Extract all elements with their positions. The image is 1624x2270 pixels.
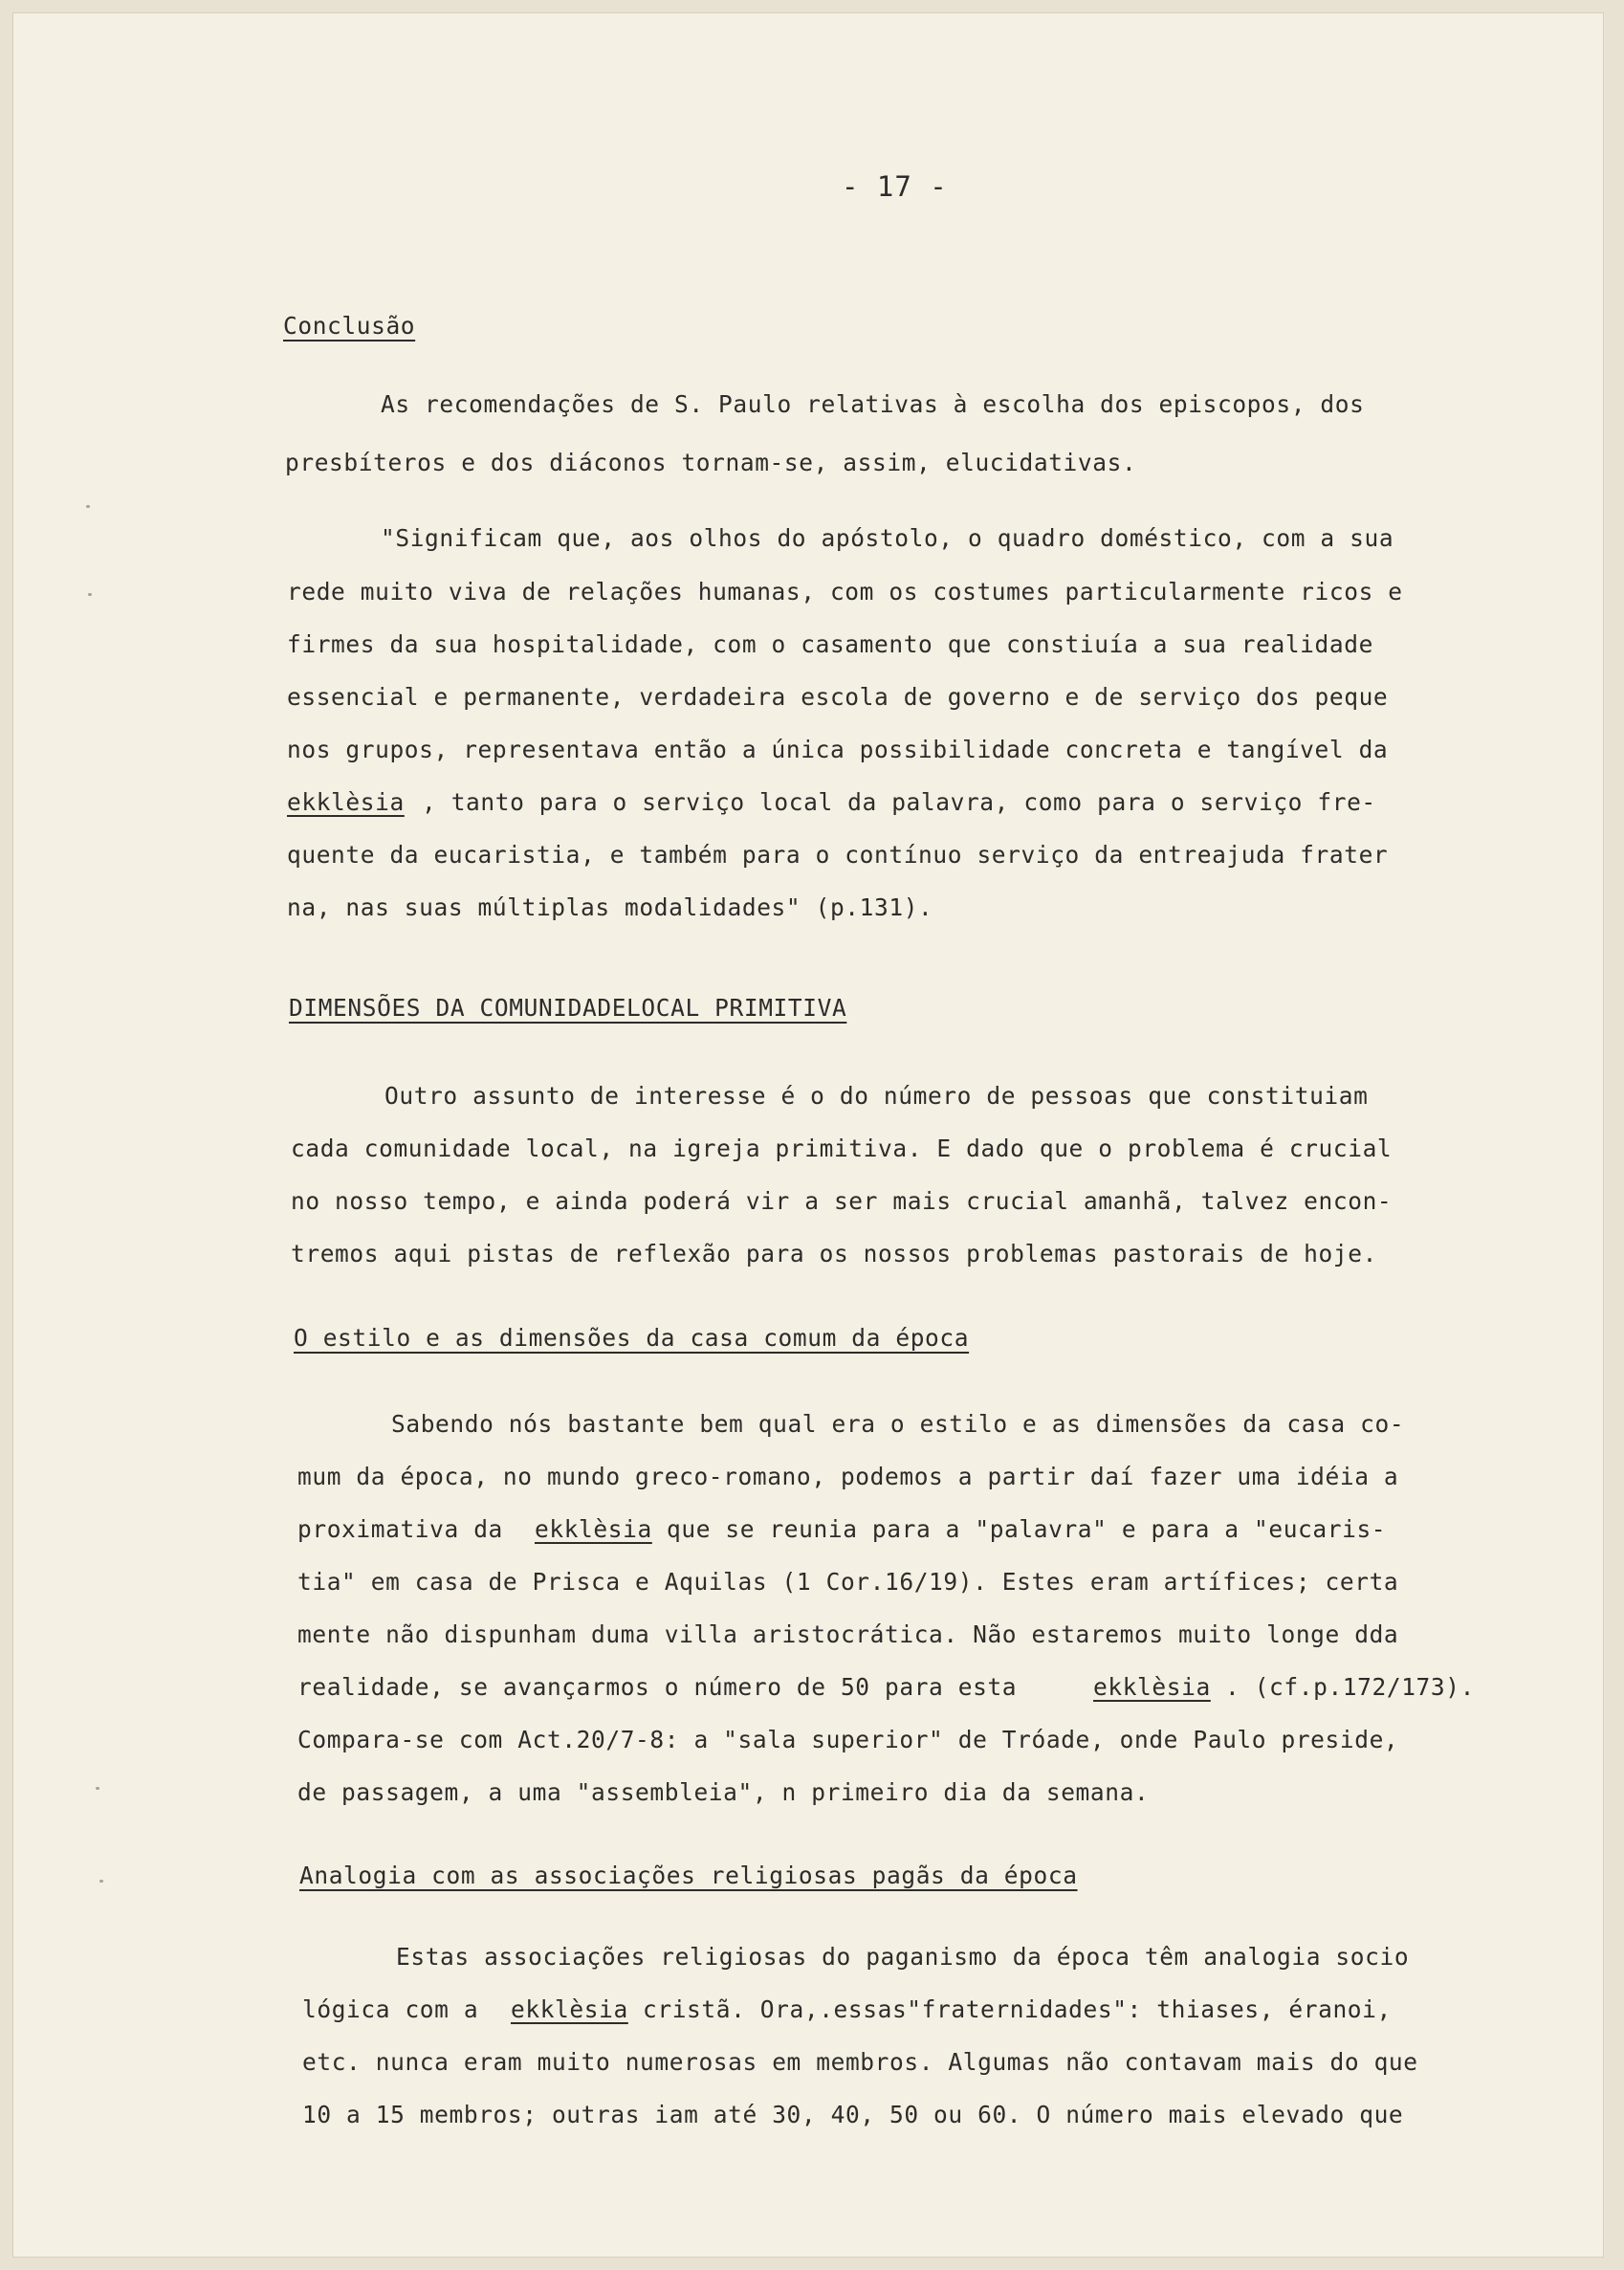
- text-line: realidade, se avançarmos o número de 50 para esta: [297, 1673, 1018, 1701]
- text-line: nos grupos, representava então a única possibilidade concreta e tangível da: [287, 736, 1389, 763]
- section-heading: O estilo e as dimensões da casa comum da época: [294, 1324, 970, 1352]
- section-heading: DIMENSÕES DA COMUNIDADELOCAL PRIMITIVA: [289, 994, 847, 1022]
- text-line: etc. nunca eram muito numerosas em membros. Algumas não contavam mais do que: [302, 2048, 1418, 2076]
- scan-speck: [86, 505, 90, 508]
- text-line: "Significam que, aos olhos do apóstolo, o quadro doméstico, com a sua: [381, 524, 1394, 552]
- underlined-term: ekklèsia: [287, 788, 405, 816]
- underlined-term: ekklèsia: [511, 1995, 628, 2023]
- text-line: na, nas suas múltiplas modalidades" (p.131).: [287, 893, 933, 921]
- text-line: rede muito viva de relações humanas, com os costumes particularmente ricos e: [287, 578, 1403, 606]
- text-line: Outro assunto de interesse é o do número de pessoas que constituiam: [384, 1082, 1369, 1110]
- underlined-term: ekklèsia: [535, 1515, 652, 1543]
- text-line: mente não dispunham duma villa aristocrática. Não estaremos muito longe dda: [297, 1620, 1399, 1648]
- section-heading: Analogia com as associações religiosas pagãs da época: [299, 1862, 1078, 1889]
- text-line: tremos aqui pistas de reflexão para os nossos problemas pastorais de hoje.: [291, 1240, 1377, 1267]
- text-line: 10 a 15 membros; outras iam até 30, 40, 50 ou 60. O número mais elevado que: [302, 2101, 1404, 2128]
- text-line: quente da eucaristia, e também para o contínuo serviço da entreajuda frater: [287, 841, 1389, 869]
- text-line: As recomendações de S. Paulo relativas à escolha dos episcopos, dos: [381, 390, 1365, 418]
- text-line: firmes da sua hospitalidade, com o casamento que constiuía a sua realidade: [287, 630, 1373, 658]
- text-line: Compara-se com Act.20/7-8: a "sala superior" de Tróade, onde Paulo preside,: [297, 1726, 1399, 1753]
- text-line: presbíteros e dos diáconos tornam-se, assim, elucidativas.: [285, 449, 1137, 476]
- text-line: essencial e permanente, verdadeira escola de governo e de serviço dos peque: [287, 683, 1389, 711]
- scan-speck: [88, 593, 92, 596]
- section-heading: Conclusão: [283, 312, 416, 340]
- scan-speck: [99, 1880, 103, 1883]
- text-line: proximativa da: [297, 1515, 503, 1543]
- text-line: lógica com a: [302, 1995, 479, 2023]
- text-line: de passagem, a uma "assembleia", n primeiro dia da semana.: [297, 1778, 1150, 1806]
- text-line: Estas associações religiosas do paganismo da época têm analogia socio: [396, 1943, 1410, 1971]
- scan-speck: [96, 1787, 99, 1790]
- text-line: cristã. Ora,.essas"fraternidades": thiases, éranoi,: [643, 1995, 1392, 2023]
- text-line: , tanto para o serviço local da palavra, como para o serviço fre-: [422, 788, 1376, 816]
- text-line: que se reunia para a "palavra" e para a "eucaris-: [667, 1515, 1387, 1543]
- text-line: tia" em casa de Prisca e Aquilas (1 Cor.16/19). Estes eram artífices; certa: [297, 1568, 1399, 1596]
- text-line: mum da época, no mundo greco-romano, podemos a partir daí fazer uma idéia a: [297, 1463, 1399, 1490]
- page-number: - 17 -: [842, 170, 948, 203]
- text-line: cada comunidade local, na igreja primitiva. E dado que o problema é crucial: [291, 1135, 1393, 1162]
- underlined-term: ekklèsia: [1093, 1673, 1211, 1701]
- text-line: . (cf.p.172/173).: [1225, 1673, 1475, 1701]
- text-line: no nosso tempo, e ainda poderá vir a ser mais crucial amanhã, talvez encon-: [291, 1187, 1393, 1215]
- text-line: Sabendo nós bastante bem qual era o estilo e as dimensões da casa co-: [391, 1410, 1405, 1438]
